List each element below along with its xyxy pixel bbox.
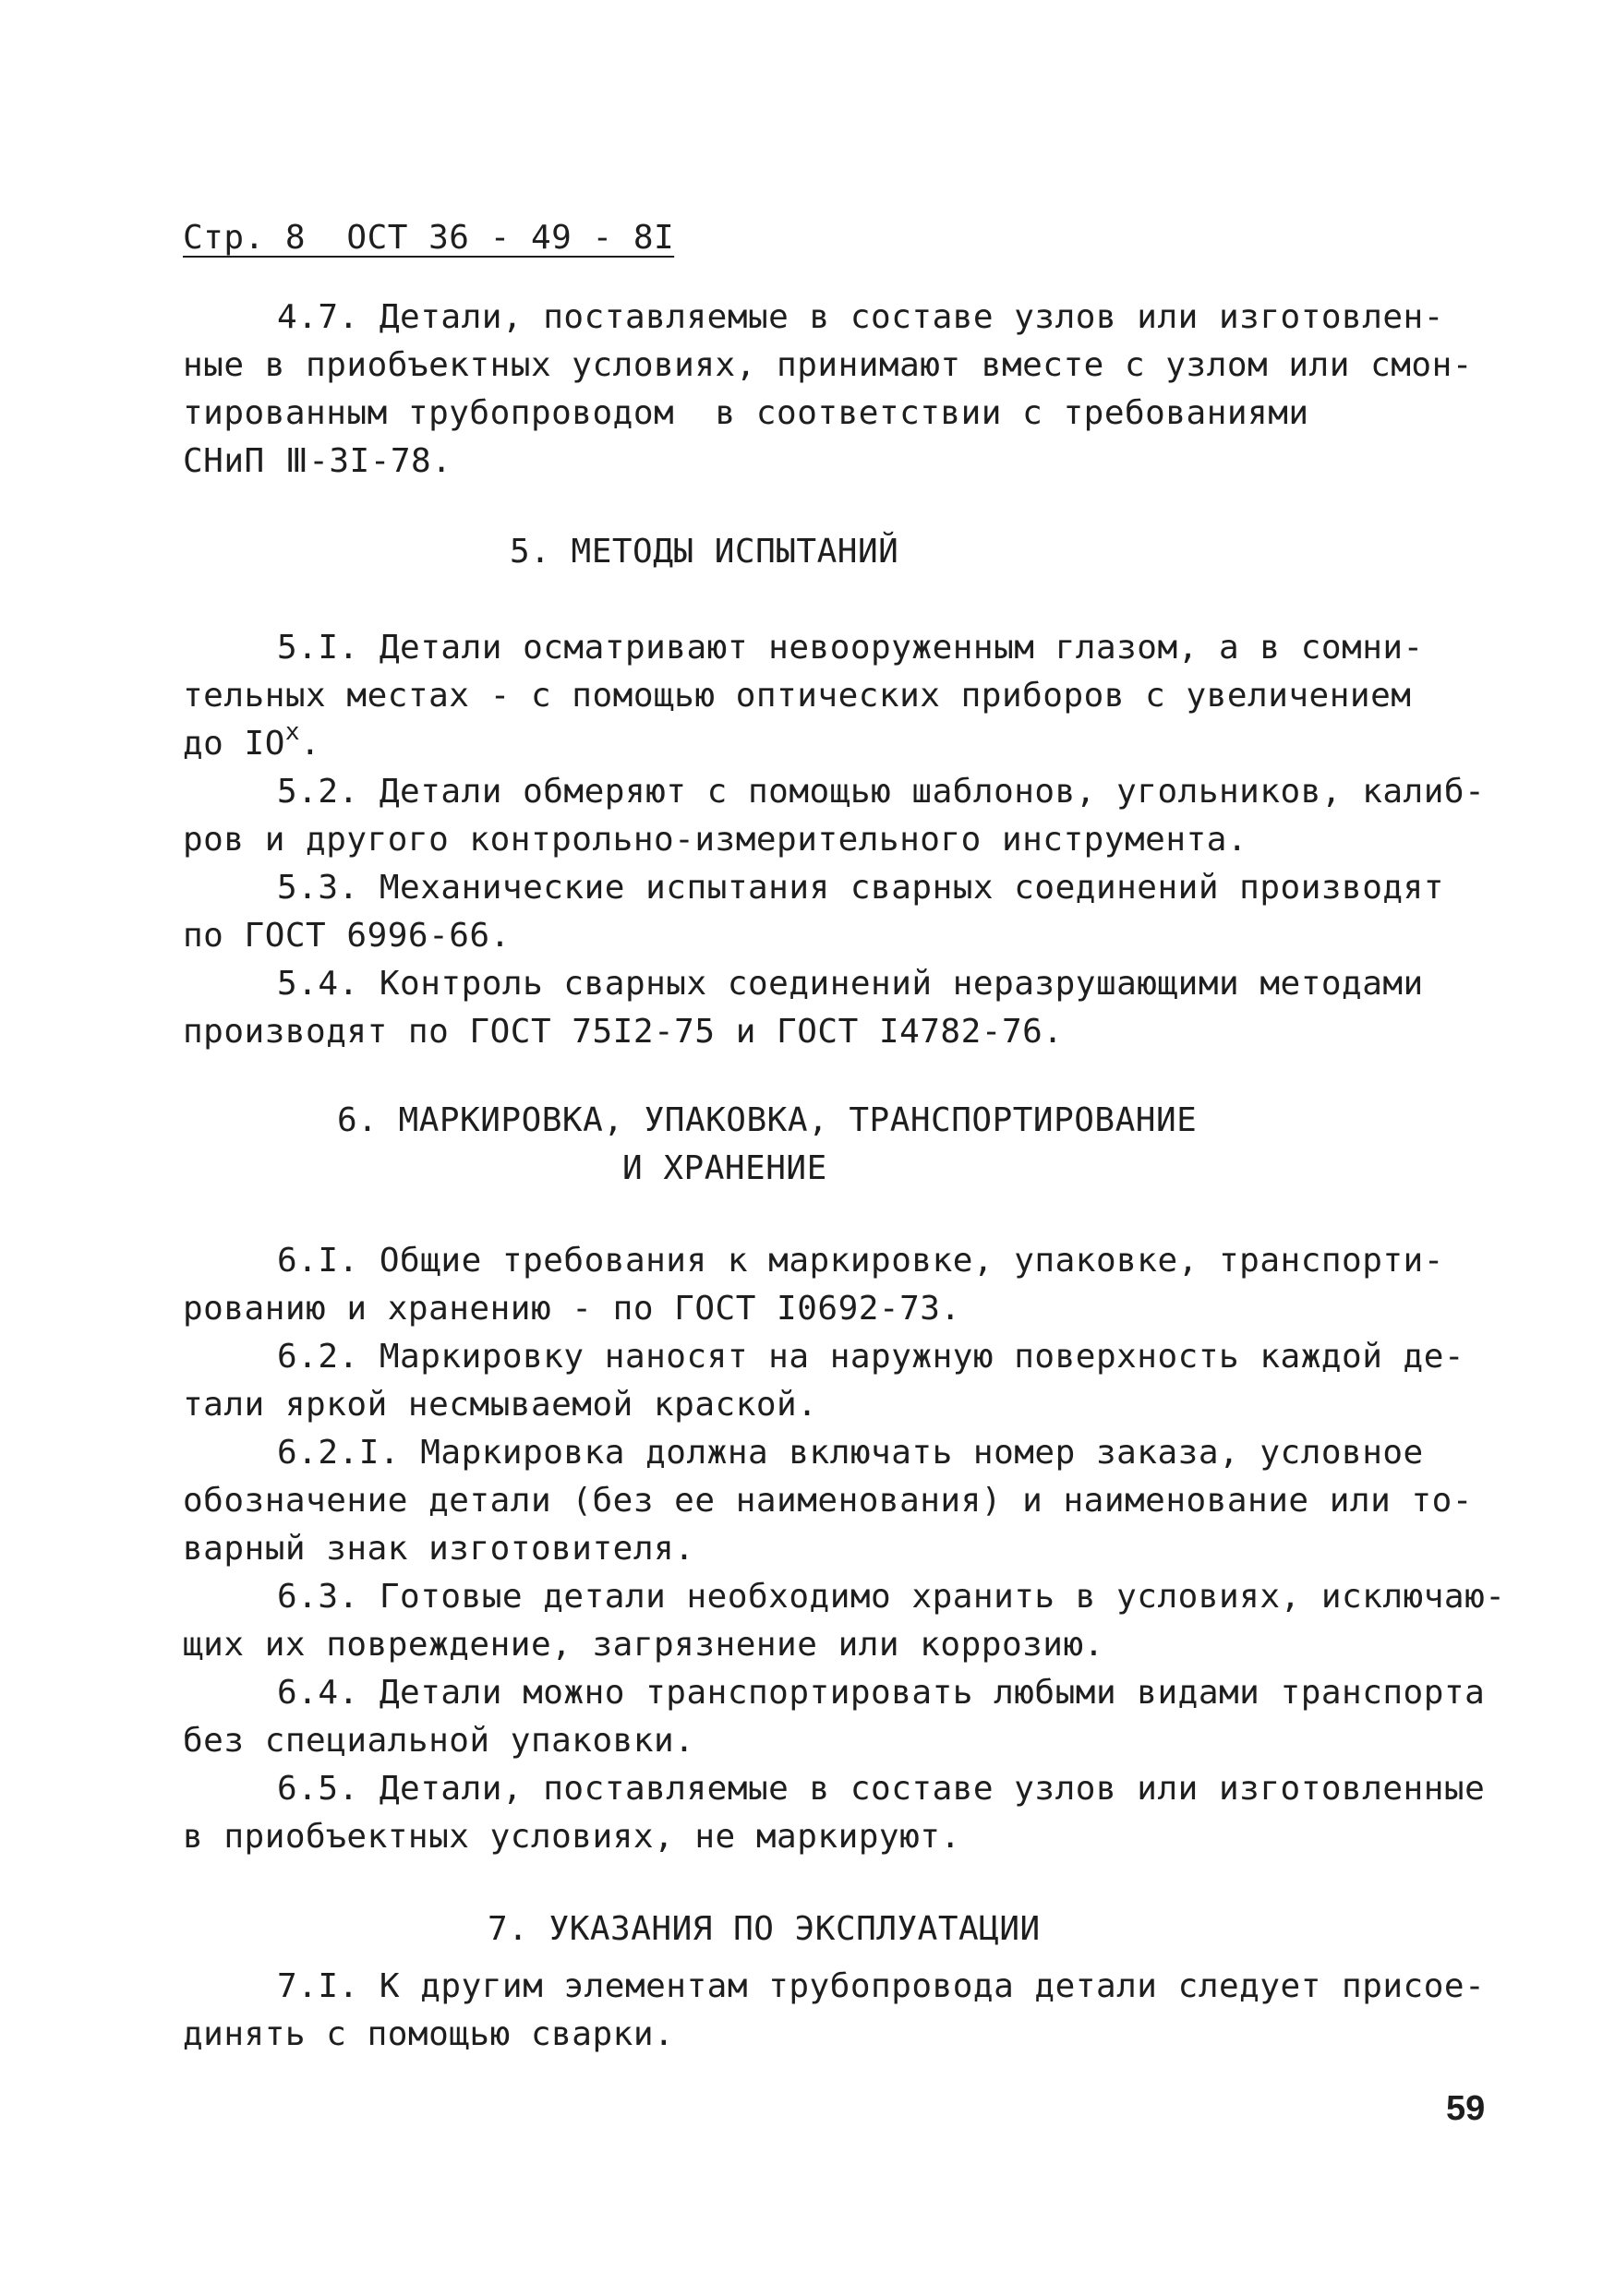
- section-6-title-line-2: И ХРАНЕНИЕ: [622, 1149, 827, 1187]
- section-7-title: 7. УКАЗАНИЯ ПО ЭКСПЛУАТАЦИИ: [488, 1910, 1041, 1948]
- paragraph-5-3-line-2: по ГОСТ 6996-66.: [183, 917, 511, 955]
- section-6-title-line-1: 6. МАРКИРОВКА, УПАКОВКА, ТРАНСПОРТИРОВАНИЕ: [337, 1101, 1198, 1139]
- paragraph-4-7-line-3: тированным трубопроводом в соответствии с требованиями: [183, 394, 1309, 432]
- paragraph-5-2-line-1: 5.2. Детали обмеряют с помощью шаблонов, угольников, калиб-: [277, 773, 1486, 811]
- paragraph-5-4-line-1: 5.4. Контроль сварных соединений неразрушающими методами: [277, 965, 1424, 1003]
- magnification-superscript: x: [284, 718, 301, 746]
- paragraph-5-1-line-3-text: до IO: [183, 725, 285, 763]
- paragraph-5-4-line-2: производят по ГОСТ 75I2-75 и ГОСТ I4782-76.: [183, 1013, 1064, 1051]
- paragraph-5-1-line-3-end: .: [300, 725, 321, 763]
- paragraph-7-1-line-1: 7.I. К другим элементам трубопровода детали следует присое-: [277, 1967, 1486, 2005]
- paragraph-6-4-line-2: без специальной упаковки.: [183, 1722, 695, 1760]
- paragraph-5-2-line-2: ров и другого контрольно-измерительного инструмента.: [183, 821, 1248, 859]
- paragraph-6-5-line-2: в приобъектных условиях, не маркируют.: [183, 1818, 961, 1856]
- paragraph-6-2-line-1: 6.2. Маркировку наносят на наружную поверхность каждой де-: [277, 1338, 1465, 1376]
- page-header: Стр. 8 ОСТ 36 - 49 - 8I: [183, 219, 675, 257]
- paragraph-6-2-line-2: тали яркой несмываемой краской.: [183, 1386, 818, 1424]
- paragraph-4-7-line-1: 4.7. Детали, поставляемые в составе узлов или изготовлен-: [277, 298, 1444, 336]
- section-5-title: 5. МЕТОДЫ ИСПЫТАНИЙ: [510, 533, 899, 571]
- paragraph-5-1-line-3: [183, 718, 321, 764]
- paragraph-6-3-line-1: 6.3. Готовые детали необходимо хранить в условиях, исключаю-: [277, 1578, 1506, 1616]
- paragraph-6-5-line-1: 6.5. Детали, поставляемые в составе узлов или изготовленные: [277, 1770, 1486, 1808]
- paragraph-6-2-1-line-3: варный знак изготовителя.: [183, 1530, 695, 1568]
- paragraph-6-2-1-line-2: обозначение детали (без ее наименования) и наименование или то-: [183, 1482, 1473, 1520]
- paragraph-6-2-1-line-1: 6.2.I. Маркировка должна включать номер заказа, условное: [277, 1434, 1424, 1472]
- page-number: 59: [1446, 2089, 1486, 2128]
- paragraph-5-1-line-1: 5.I. Детали осматривают невооруженным глазом, а в сомни-: [277, 629, 1424, 667]
- paragraph-5-1-line-2: тельных местах - с помощью оптических приборов с увеличением: [183, 677, 1412, 715]
- paragraph-6-4-line-1: 6.4. Детали можно транспортировать любыми видами транспорта: [277, 1674, 1486, 1712]
- paragraph-7-1-line-2: динять с помощью сварки.: [183, 2015, 675, 2053]
- paragraph-4-7-line-4: СНиП Ⅲ-3I-78.: [183, 442, 452, 480]
- paragraph-6-1-line-2: рованию и хранению - по ГОСТ I0692-73.: [183, 1290, 961, 1328]
- paragraph-6-3-line-2: щих их повреждение, загрязнение или коррозию.: [183, 1626, 1104, 1664]
- paragraph-6-1-line-1: 6.I. Общие требования к маркировке, упаковке, транспорти-: [277, 1242, 1444, 1280]
- paragraph-5-3-line-1: 5.3. Механические испытания сварных соединений производят: [277, 869, 1444, 907]
- paragraph-4-7-line-2: ные в приобъектных условиях, принимают вместе с узлом или смон-: [183, 346, 1473, 384]
